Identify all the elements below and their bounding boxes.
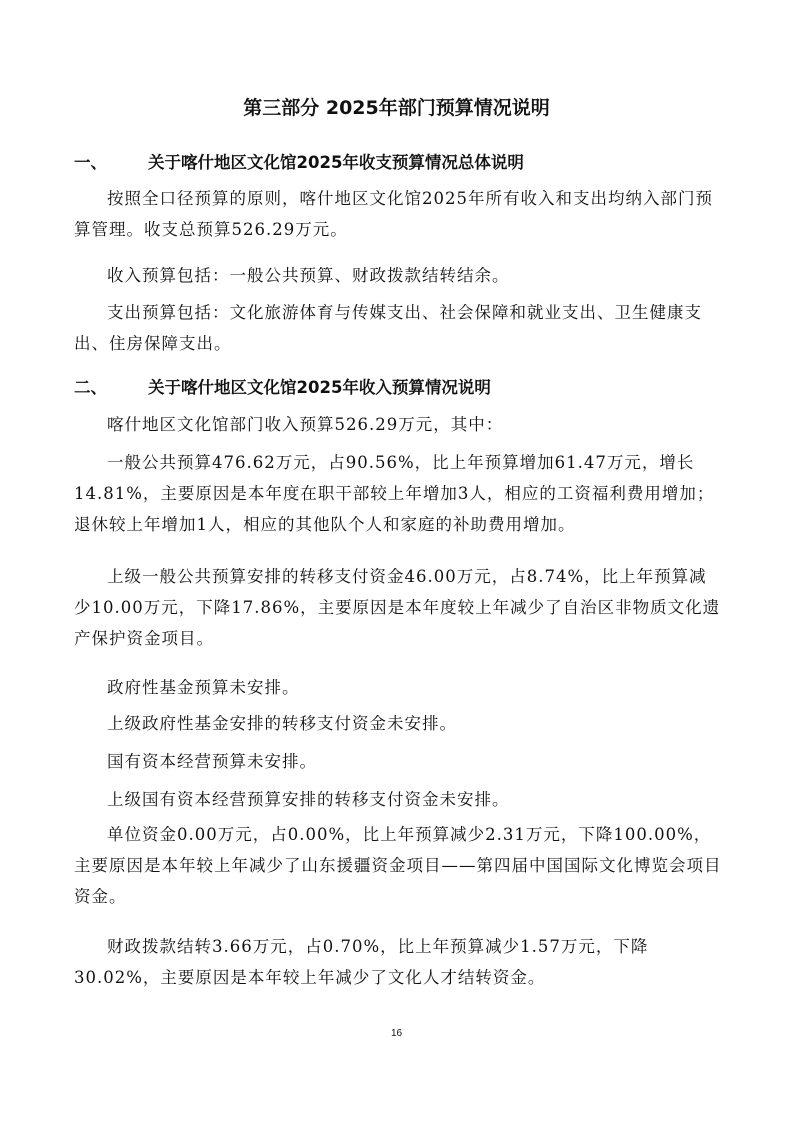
section-number: 二、 [74,378,107,397]
paragraph: 财政拨款结转3.66万元，占0.70%，比上年预算减少1.57万元，下降30.02%，主要原因是本年较上年减少了文化人才结转资金。 [74,937,649,988]
paragraph: 支出预算包括：文化旅游体育与传媒支出、社会保障和就业支出、卫生健康支出、住房保障支出。 [74,303,702,354]
section-heading-2 [74,377,491,399]
section-heading-text: 关于喀什地区文化馆2025年收入预算情况说明 [148,378,491,397]
page-number: 16 [390,1028,403,1039]
paragraph: 上级政府性基金安排的转移支付资金未安排。 [107,714,457,733]
paragraph: 收入预算包括：一般公共预算、财政拨款结转结余。 [107,266,510,285]
paragraph: 上级一般公共预算安排的转移支付资金46.00万元，占8.74%，比上年预算减少10.00万元，下降17.86%，主要原因是本年度较上年减少了自治区非物质文化遗产保护资金项目。 [74,567,721,649]
paragraph: 单位资金0.00万元，占0.00%，比上年预算减少2.31万元，下降100.00%，主要原因是本年较上年减少了山东援疆资金项目——第四届中国国际文化博览会项目资金。 [74,825,722,907]
section-number: 一、 [74,153,107,172]
section-heading-text: 关于喀什地区文化馆2025年收支预算情况总体说明 [148,153,524,172]
page-title: 第三部分 2025年部门预算情况说明 [243,97,550,119]
paragraph: 上级国有资本经营预算安排的转移支付资金未安排。 [107,790,510,809]
paragraph: 按照全口径预算的原则，喀什地区文化馆2025年所有收入和支出均纳入部门预算管理。收支总预算526.29万元。 [74,189,713,240]
section-heading-1 [74,152,524,174]
paragraph: 政府性基金预算未安排。 [107,678,300,697]
paragraph: 一般公共预算476.62万元，占90.56%，比上年预算增加61.47万元，增长14.81%，主要原因是本年度在职干部较上年增加3人，相应的工资福利费用增加；退休较上年增加1人，相应的其他队个人和家庭的补助费用增加。 [74,453,715,535]
paragraph: 国有资本经营预算未安排。 [107,752,317,771]
paragraph: 喀什地区文化馆部门收入预算526.29万元，其中： [107,415,504,434]
